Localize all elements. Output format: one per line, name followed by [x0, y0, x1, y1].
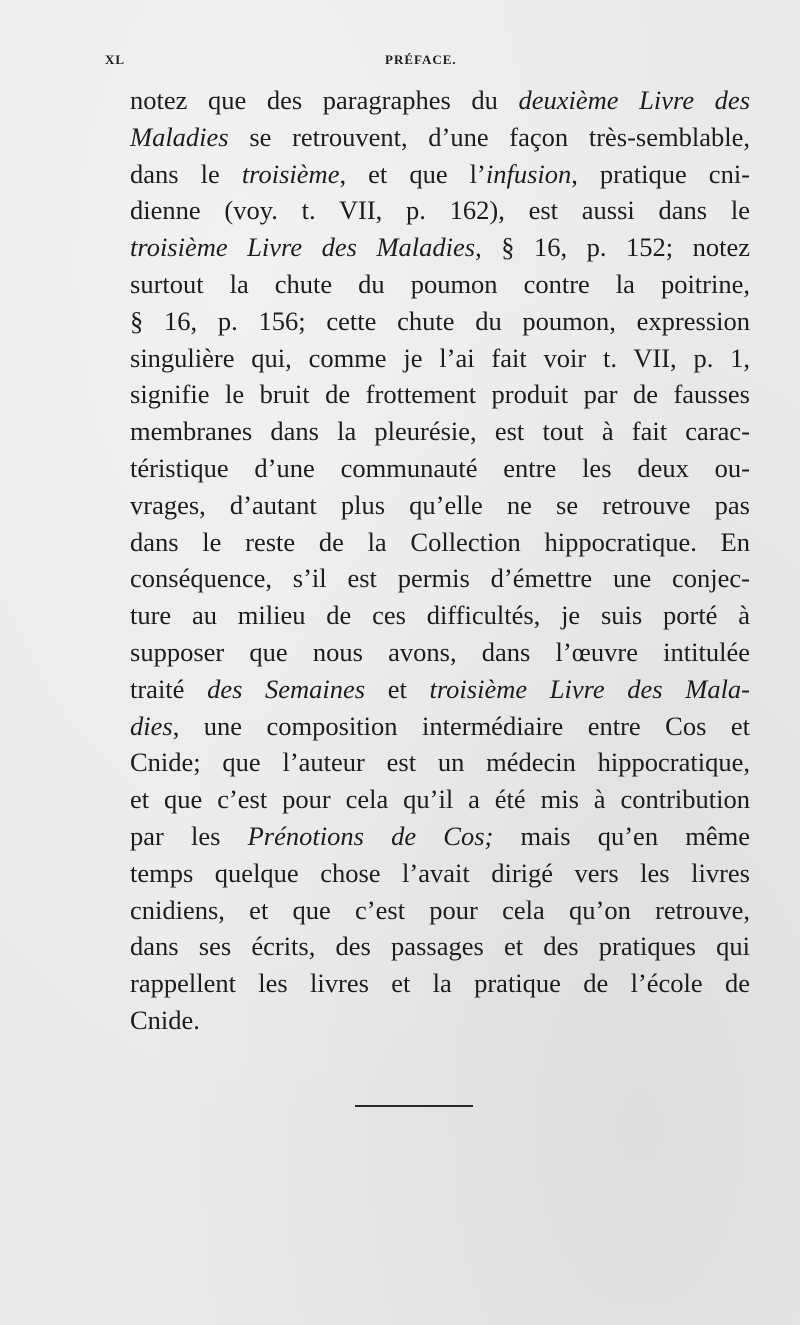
text-line [130, 119, 750, 156]
text-line [130, 413, 750, 450]
text-segment: cnidiens, et que c’est pour cela qu’on retrouve, [130, 894, 750, 925]
italic-text-segment: deuxième Livre des [518, 85, 751, 115]
text-segment: vrages, d’autant plus qu’elle ne se retrouve pas [130, 489, 750, 520]
italic-text-segment: dies [130, 710, 173, 741]
text-line [130, 560, 750, 597]
text-segment: se retrouvent, d’une façon très-semblable, [228, 121, 750, 152]
text-line [130, 744, 750, 781]
text-line [130, 524, 750, 561]
italic-text-segment: troisième Livre des Maladies [130, 232, 476, 263]
text-segment: téristique d’une communauté entre les deux ou- [130, 452, 750, 483]
running-title: PRÉFACE. [385, 52, 457, 67]
section-separator-rule [355, 1105, 473, 1107]
body-text [130, 82, 750, 1039]
text-segment: et [365, 673, 430, 704]
text-segment: Cnide. [130, 1004, 200, 1035]
text-segment: dienne (voy. t. VII, p. 162), est aussi dans le [130, 195, 750, 226]
text-line [130, 303, 750, 340]
text-line [130, 634, 750, 671]
text-line [130, 1002, 750, 1039]
text-line [130, 229, 750, 266]
text-line [130, 708, 750, 745]
text-line [130, 671, 750, 708]
text-segment: dans ses écrits, des passages et des pratiques qui [130, 931, 750, 962]
text-segment: supposer que nous avons, dans l’œuvre intitulée [130, 636, 750, 667]
text-segment: dans le [130, 158, 242, 189]
text-line [130, 597, 750, 634]
text-segment: mais qu’en même [493, 820, 750, 851]
text-line [130, 266, 750, 303]
text-line [130, 340, 750, 377]
text-segment: et que c’est pour cela qu’il a été mis à contribution [130, 784, 750, 815]
text-segment: membranes dans la pleurésie, est tout à fait carac- [130, 416, 750, 447]
text-segment: temps quelque chose l’avait dirigé vers les livres [130, 857, 750, 888]
text-line [130, 965, 750, 1002]
text-segment: § 16, p. 156; cette chute du poumon, expression [130, 305, 750, 336]
italic-text-segment: Prénotions de Cos; [247, 820, 494, 851]
text-segment: notez que des paragraphes du [130, 85, 519, 115]
text-line [130, 892, 750, 929]
text-segment: , pratique cni- [571, 158, 751, 189]
italic-text-segment: Maladies [130, 121, 229, 152]
text-segment: dans le reste de la Collection hippocratique. En [130, 526, 750, 557]
text-segment: , une composition intermédiaire entre Cos et [172, 710, 750, 741]
text-line [130, 192, 750, 229]
text-line [130, 818, 750, 855]
text-line [130, 855, 750, 892]
text-line [130, 450, 750, 487]
page-number: XL [105, 52, 126, 67]
text-segment: , et que l’ [339, 158, 486, 189]
text-line [130, 376, 750, 413]
text-segment: traité [130, 673, 208, 704]
text-segment: rappellent les livres et la pratique de l’école de [130, 968, 750, 999]
text-segment: conséquence, s’il est permis d’émettre une conjec- [130, 563, 750, 594]
italic-text-segment: infusion [485, 158, 572, 189]
italic-text-segment: troisième [241, 158, 340, 189]
text-line [130, 82, 750, 119]
text-segment: surtout la chute du poumon contre la poitrine, [130, 268, 750, 299]
text-segment: singulière qui, comme je l’ai fait voir t. VII, p. 1, [130, 342, 750, 373]
running-header [105, 52, 750, 74]
text-segment: par les [130, 820, 248, 851]
text-segment: ture au milieu de ces difficultés, je suis porté à [130, 600, 750, 631]
text-segment: Cnide; que l’auteur est un médecin hippocratique, [130, 747, 750, 778]
text-line [130, 781, 750, 818]
italic-text-segment: troisième Livre des Mala- [429, 673, 751, 704]
italic-text-segment: des Semaines [207, 673, 366, 704]
text-segment: , § 16, p. 152; notez [475, 232, 751, 263]
text-line [130, 487, 750, 524]
text-line [130, 928, 750, 965]
text-segment: signifie le bruit de frottement produit par de fausses [130, 379, 750, 410]
text-line [130, 156, 750, 193]
